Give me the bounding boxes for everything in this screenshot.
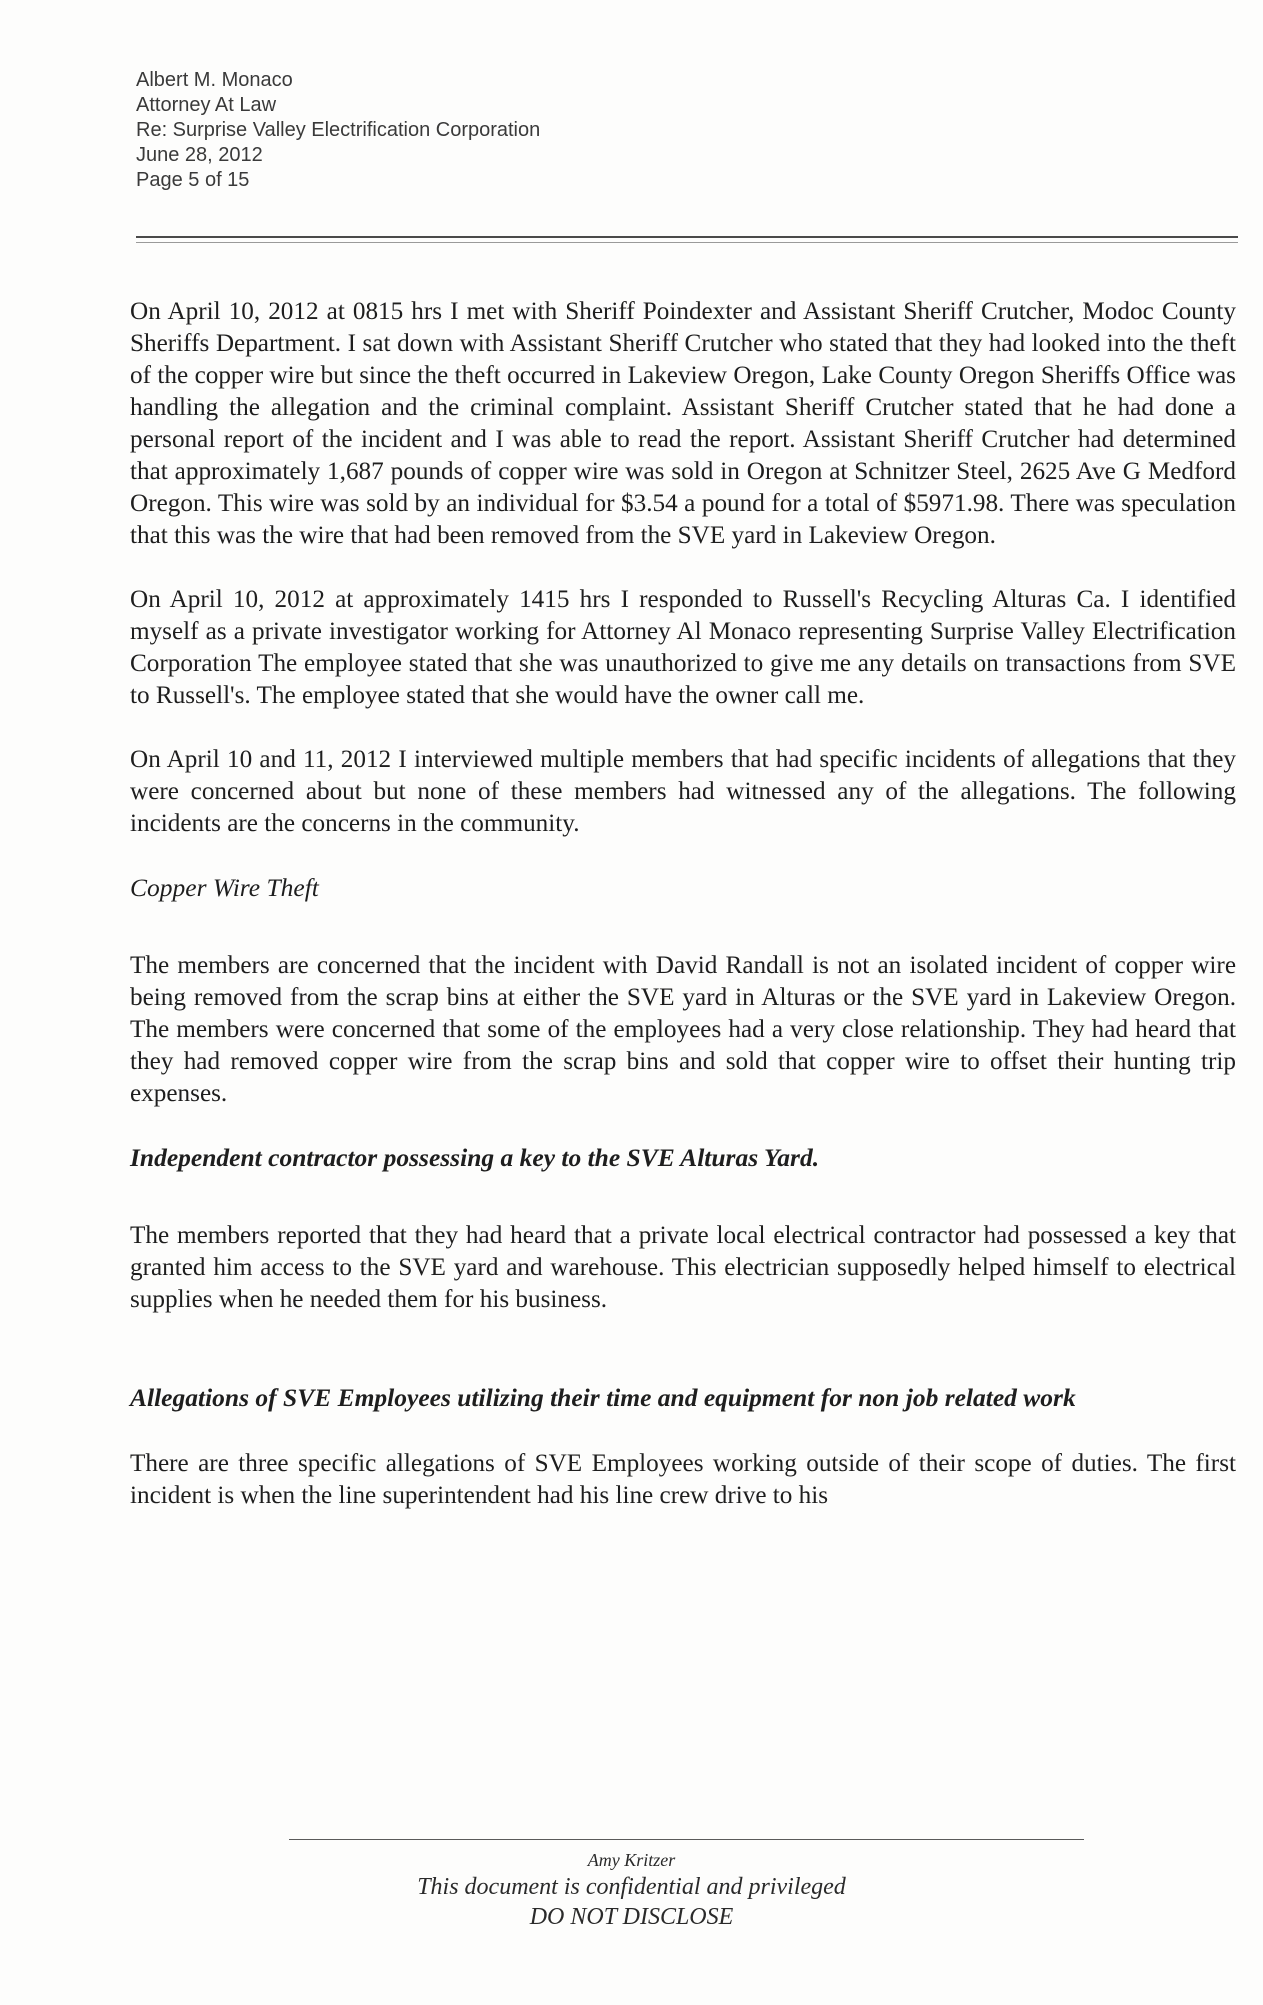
header-subject: Re: Surprise Valley Electrification Corporation	[136, 119, 541, 141]
footer-author: Amy Kritzer	[587, 1850, 676, 1870]
footer-do-not-disclose: DO NOT DISCLOSE	[529, 1904, 734, 1930]
footer-divider	[289, 1839, 1084, 1840]
spacer	[130, 1348, 1236, 1382]
header-attorney-name: Albert M. Monaco	[136, 69, 293, 91]
section-heading-independent-contractor: Independent contractor possessing a key to the SVE Alturas Yard.	[130, 1143, 820, 1172]
paragraph-member-interviews: On April 10 and 11, 2012 I interviewed multiple members that had specific incidents of allegations that they were concerned about but none of these members had witnessed any of the allegations. The following incidents are the concerns in the community.	[130, 746, 1236, 837]
paragraph-employee-allegations: There are three specific allegations of SVE Employees working outside of their scope of duties. The first incident is when the line superintendent had his line crew drive to his	[130, 1450, 1236, 1509]
paragraph-russells-recycling: On April 10, 2012 at approximately 1415 hrs I responded to Russell's Recycling Alturas Ca. I identified myself as a private investigator working for Attorney Al Monaco representing Surprise Valley Electrification Corporation The employee stated that she was unauthorized to give me any details on transactions from SVE to Russell's. The employee stated that she would have the owner call me.	[130, 586, 1236, 709]
header-date: June 28, 2012	[136, 144, 263, 166]
paragraph-sheriff-meeting: On April 10, 2012 at 0815 hrs I met with Sheriff Poindexter and Assistant Sheriff Crutcher, Modoc County Sheriffs Department. I sat down with Assistant Sheriff Crutcher who stated that they had looked into the theft of the copper wire but since the theft occurred in Lakeview Oregon, Lake County Oregon Sheriffs Office was handling the allegation and the criminal complaint. Assistant Sheriff Crutcher stated that he had done a personal report of the incident and I was able to read the report. Assistant Sheriff Crutcher had determined that approximately 1,687 pounds of copper wire was sold in Oregon at Schnitzer Steel, 2625 Ave G Medford Oregon. This wire was sold by an individual for $3.54 a pound for a total of $5971.98. There was speculation that this was the wire that had been removed from the SVE yard in Lakeview Oregon.	[130, 298, 1236, 549]
section-heading-employee-allegations: Allegations of SVE Employees utilizing their time and equipment for non job related work	[130, 1383, 1076, 1412]
document-footer	[0, 1848, 1263, 1932]
document-body	[130, 296, 1236, 1544]
header-divider-secondary	[136, 242, 1238, 243]
footer-confidential-notice: This document is confidential and privileged	[417, 1874, 846, 1900]
paragraph-independent-contractor: The members reported that they had heard that a private local electrical contractor had possessed a key that granted him access to the SVE yard and warehouse. This electrician supposedly helped himself to electrical supplies when he needed them for his business.	[130, 1222, 1236, 1313]
header-attorney-title: Attorney At Law	[136, 94, 277, 116]
letter-header	[136, 68, 540, 193]
header-divider	[136, 236, 1238, 238]
section-heading-copper-wire-theft: Copper Wire Theft	[130, 873, 319, 902]
header-page-number: Page 5 of 15	[136, 169, 250, 191]
paragraph-copper-wire-theft: The members are concerned that the incident with David Randall is not an isolated incident of copper wire being removed from the scrap bins at either the SVE yard in Alturas or the SVE yard in Lakeview Oregon. The members were concerned that some of the employees had a very close relationship. They had heard that they had removed copper wire from the scrap bins and sold that copper wire to offset their hunting trip expenses.	[130, 952, 1236, 1107]
